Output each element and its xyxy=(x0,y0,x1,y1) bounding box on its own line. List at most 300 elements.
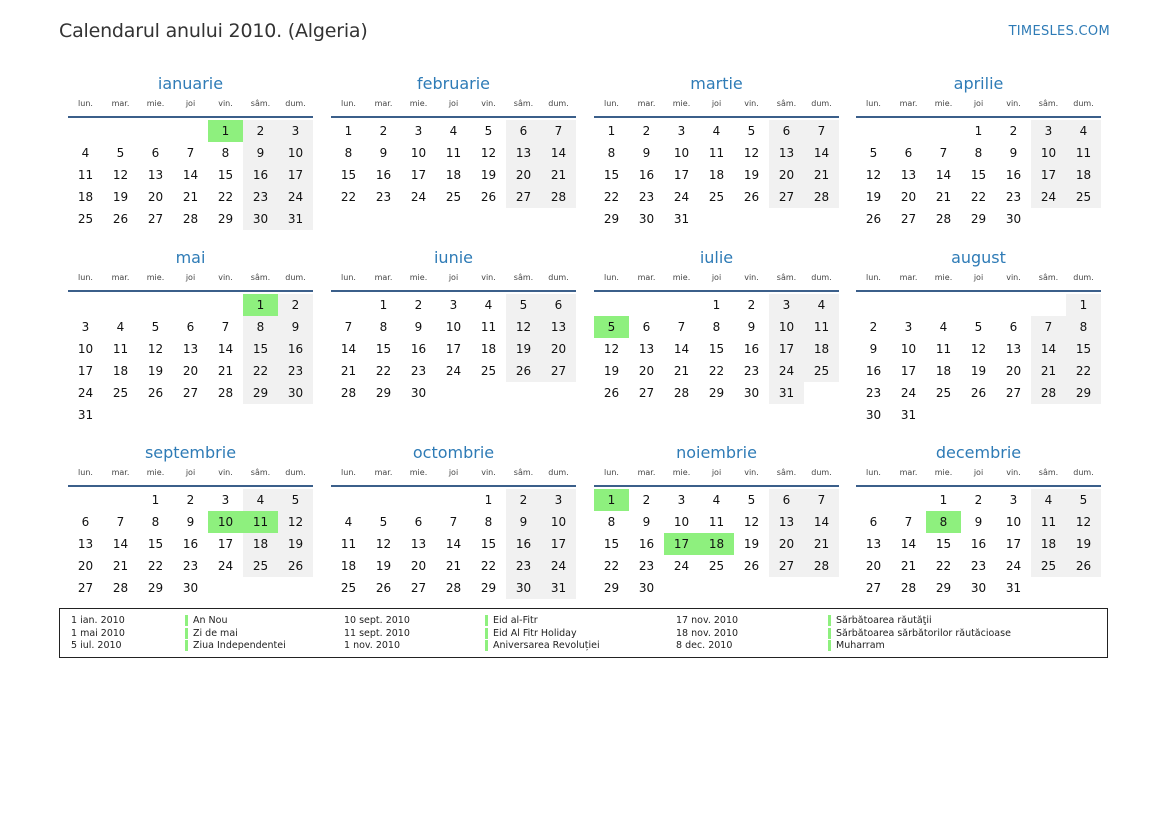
day-grid xyxy=(856,489,1101,599)
day-cell: 16 xyxy=(243,164,278,186)
weekday-label: mie. xyxy=(934,99,953,108)
day-cell: 19 xyxy=(970,364,987,378)
week-row xyxy=(331,382,576,404)
day-cell: 26 xyxy=(112,212,129,226)
week-row xyxy=(68,186,313,208)
day-cell: 17 xyxy=(541,533,576,555)
day-cell: 9 xyxy=(243,142,278,164)
day-cell: 10 xyxy=(673,515,690,529)
weekday-label: mar. xyxy=(111,273,130,282)
day-grid xyxy=(331,120,576,208)
weekday-label: mie. xyxy=(934,273,953,282)
holiday-day-cell: 10 xyxy=(208,511,243,533)
day-grid xyxy=(68,294,313,426)
weekday-label: lun. xyxy=(341,99,356,108)
day-cell: 1 xyxy=(974,124,983,138)
day-cell: 9 xyxy=(642,146,651,160)
day-cell: 5 xyxy=(278,489,313,511)
day-cell: 9 xyxy=(974,515,983,529)
day-cell: 27 xyxy=(865,581,882,595)
empty-cell xyxy=(138,120,173,142)
day-cell: 4 xyxy=(1066,120,1101,142)
weekday-label: vin. xyxy=(481,468,496,477)
empty-cell xyxy=(1066,577,1101,599)
day-cell: 28 xyxy=(673,386,690,400)
empty-cell xyxy=(699,577,734,599)
weekday-header xyxy=(331,98,576,112)
month-name: noiembrie xyxy=(676,443,757,462)
week-row xyxy=(856,533,1101,555)
weekday-label: vin. xyxy=(744,99,759,108)
day-cell: 18 xyxy=(112,364,129,378)
week-row xyxy=(68,382,313,404)
day-cell: 12 xyxy=(970,342,987,356)
week-row xyxy=(594,577,839,599)
weekday-label: mie. xyxy=(146,468,165,477)
day-cell: 9 xyxy=(747,320,756,334)
day-cell: 1 xyxy=(1066,294,1101,316)
weekday-label: mar. xyxy=(374,468,393,477)
month-iulie xyxy=(594,247,839,404)
day-cell: 8 xyxy=(151,515,160,529)
day-cell: 10 xyxy=(541,511,576,533)
weekday-label: vin. xyxy=(218,273,233,282)
day-cell: 10 xyxy=(278,142,313,164)
day-cell: 15 xyxy=(480,537,497,551)
weekday-label: mar. xyxy=(374,99,393,108)
weekday-label: joi xyxy=(711,99,722,108)
weekday-label: sâm. xyxy=(776,99,797,108)
legend-holiday-name: Sărbătoarea răutăţii xyxy=(828,615,932,626)
empty-cell xyxy=(103,294,138,316)
day-cell: 12 xyxy=(603,342,620,356)
legend-date: 8 dec. 2010 xyxy=(676,640,733,651)
weekday-label: sâm. xyxy=(250,99,271,108)
empty-cell xyxy=(1066,208,1101,230)
day-cell: 25 xyxy=(708,559,725,573)
empty-cell xyxy=(804,382,839,404)
week-row xyxy=(331,533,576,555)
day-cell: 29 xyxy=(243,382,278,404)
weekday-label: mie. xyxy=(409,99,428,108)
day-cell: 30 xyxy=(638,581,655,595)
month-martie xyxy=(594,73,839,230)
day-cell: 29 xyxy=(217,212,234,226)
day-cell: 31 xyxy=(900,408,917,422)
day-cell: 29 xyxy=(1066,382,1101,404)
day-cell: 30 xyxy=(638,212,655,226)
day-cell: 10 xyxy=(900,342,917,356)
day-cell: 28 xyxy=(935,212,952,226)
empty-cell xyxy=(734,208,769,230)
weekday-header xyxy=(68,98,313,112)
day-cell: 20 xyxy=(410,559,427,573)
day-cell: 13 xyxy=(865,537,882,551)
day-cell: 3 xyxy=(449,298,458,312)
day-cell: 1 xyxy=(712,298,721,312)
weekday-label: sâm. xyxy=(776,468,797,477)
empty-cell xyxy=(103,404,138,426)
day-cell: 28 xyxy=(182,212,199,226)
empty-cell xyxy=(664,577,699,599)
holiday-legend xyxy=(59,608,1108,658)
day-cell: 25 xyxy=(340,581,357,595)
day-grid xyxy=(331,294,576,404)
week-row xyxy=(68,555,313,577)
day-cell: 11 xyxy=(445,146,462,160)
holiday-day-cell: 1 xyxy=(594,489,629,511)
day-cell: 18 xyxy=(708,168,725,182)
month-name: august xyxy=(951,248,1006,267)
day-cell: 4 xyxy=(804,294,839,316)
weekday-label: dum. xyxy=(548,99,569,108)
day-cell: 1 xyxy=(607,124,616,138)
day-cell: 14 xyxy=(541,142,576,164)
day-cell: 19 xyxy=(506,338,541,360)
day-cell: 16 xyxy=(970,537,987,551)
week-row xyxy=(856,338,1101,360)
day-cell: 14 xyxy=(217,342,234,356)
day-cell: 4 xyxy=(712,493,721,507)
empty-cell xyxy=(173,404,208,426)
day-cell: 13 xyxy=(77,537,94,551)
week-row xyxy=(331,577,576,599)
day-cell: 1 xyxy=(344,124,353,138)
month-iunie xyxy=(331,247,576,404)
day-cell: 5 xyxy=(747,124,756,138)
day-cell: 5 xyxy=(869,146,878,160)
weekday-label: joi xyxy=(185,468,196,477)
day-cell: 25 xyxy=(77,212,94,226)
day-cell: 8 xyxy=(221,146,230,160)
day-cell: 8 xyxy=(484,515,493,529)
header-rule xyxy=(594,485,839,487)
empty-cell xyxy=(208,294,243,316)
day-cell: 30 xyxy=(243,208,278,230)
day-cell: 29 xyxy=(603,212,620,226)
empty-cell xyxy=(243,577,278,599)
day-cell: 5 xyxy=(116,146,125,160)
legend-date: 5 iul. 2010 xyxy=(71,640,122,651)
day-cell: 15 xyxy=(217,168,234,182)
day-cell: 7 xyxy=(1031,316,1066,338)
day-cell: 2 xyxy=(974,493,983,507)
day-cell: 20 xyxy=(506,164,541,186)
day-cell: 28 xyxy=(900,581,917,595)
weekday-label: joi xyxy=(448,468,459,477)
day-cell: 7 xyxy=(116,515,125,529)
day-cell: 20 xyxy=(769,164,804,186)
week-row xyxy=(68,120,313,142)
week-row xyxy=(331,164,576,186)
day-cell: 30 xyxy=(506,577,541,599)
day-cell: 2 xyxy=(278,294,313,316)
day-cell: 6 xyxy=(506,120,541,142)
day-cell: 19 xyxy=(375,559,392,573)
day-cell: 7 xyxy=(804,120,839,142)
day-cell: 15 xyxy=(708,342,725,356)
day-cell: 19 xyxy=(112,190,129,204)
legend-holiday-name: Ziua Independentei xyxy=(185,640,286,651)
month-ianuarie xyxy=(68,73,313,230)
day-cell: 10 xyxy=(410,146,427,160)
day-cell: 28 xyxy=(541,186,576,208)
day-cell: 14 xyxy=(673,342,690,356)
day-cell: 16 xyxy=(182,537,199,551)
day-cell: 11 xyxy=(804,316,839,338)
weekday-label: mie. xyxy=(934,468,953,477)
day-cell: 4 xyxy=(1031,489,1066,511)
empty-cell xyxy=(1031,294,1066,316)
day-cell: 21 xyxy=(804,533,839,555)
day-cell: 19 xyxy=(743,168,760,182)
weekday-label: vin. xyxy=(744,273,759,282)
day-cell: 23 xyxy=(1005,190,1022,204)
day-cell: 6 xyxy=(1009,320,1018,334)
day-cell: 2 xyxy=(186,493,195,507)
weekday-label: vin. xyxy=(1006,99,1021,108)
day-cell: 23 xyxy=(278,360,313,382)
weekday-header xyxy=(594,272,839,286)
day-cell: 9 xyxy=(869,342,878,356)
day-cell: 11 xyxy=(935,342,952,356)
week-row xyxy=(594,294,839,316)
day-cell: 16 xyxy=(1005,168,1022,182)
empty-cell xyxy=(664,294,699,316)
header-rule xyxy=(331,290,576,292)
day-cell: 10 xyxy=(673,146,690,160)
week-row xyxy=(331,316,576,338)
month-name: aprilie xyxy=(953,74,1004,93)
brand-link[interactable]: TIMESLES.COM xyxy=(1008,24,1110,39)
day-cell: 2 xyxy=(1009,124,1018,138)
day-cell: 22 xyxy=(217,190,234,204)
weekday-label: vin. xyxy=(218,468,233,477)
day-cell: 1 xyxy=(484,493,493,507)
day-cell: 3 xyxy=(677,493,686,507)
day-cell: 25 xyxy=(480,364,497,378)
month-octombrie xyxy=(331,442,576,599)
day-cell: 4 xyxy=(243,489,278,511)
legend-date: 1 ian. 2010 xyxy=(71,615,125,626)
day-cell: 27 xyxy=(541,360,576,382)
day-cell: 24 xyxy=(673,559,690,573)
weekday-header xyxy=(856,98,1101,112)
day-cell: 3 xyxy=(81,320,90,334)
weekday-label: mie. xyxy=(672,273,691,282)
empty-cell xyxy=(471,382,506,404)
day-cell: 16 xyxy=(638,168,655,182)
week-row xyxy=(68,294,313,316)
day-cell: 18 xyxy=(804,338,839,360)
empty-cell xyxy=(138,404,173,426)
day-cell: 2 xyxy=(869,320,878,334)
weekday-label: dum. xyxy=(548,468,569,477)
week-row xyxy=(594,142,839,164)
day-cell: 24 xyxy=(900,386,917,400)
weekday-header xyxy=(594,98,839,112)
day-cell: 20 xyxy=(865,559,882,573)
empty-cell xyxy=(103,489,138,511)
month-name: ianuarie xyxy=(157,74,224,93)
weekday-header xyxy=(331,467,576,481)
day-cell: 27 xyxy=(900,212,917,226)
day-cell: 15 xyxy=(375,342,392,356)
day-cell: 19 xyxy=(865,190,882,204)
day-cell: 18 xyxy=(1066,164,1101,186)
weekday-label: dum. xyxy=(811,273,832,282)
empty-cell xyxy=(769,208,804,230)
day-cell: 14 xyxy=(1031,338,1066,360)
week-row xyxy=(594,186,839,208)
day-cell: 30 xyxy=(182,581,199,595)
header-rule xyxy=(856,116,1101,118)
day-cell: 9 xyxy=(1009,146,1018,160)
day-cell: 4 xyxy=(712,124,721,138)
week-row xyxy=(594,208,839,230)
empty-cell xyxy=(68,489,103,511)
day-cell: 11 xyxy=(77,168,94,182)
day-cell: 21 xyxy=(182,190,199,204)
day-cell: 22 xyxy=(147,559,164,573)
week-row xyxy=(856,120,1101,142)
header-rule xyxy=(68,116,313,118)
day-cell: 8 xyxy=(607,515,616,529)
weekday-label: sâm. xyxy=(513,99,534,108)
week-row xyxy=(68,360,313,382)
empty-cell xyxy=(1031,208,1066,230)
weekday-label: joi xyxy=(448,273,459,282)
weekday-label: sâm. xyxy=(776,273,797,282)
day-cell: 7 xyxy=(449,515,458,529)
week-row xyxy=(856,577,1101,599)
weekday-label: mar. xyxy=(899,468,918,477)
day-cell: 29 xyxy=(147,581,164,595)
week-row xyxy=(331,511,576,533)
weekday-label: lun. xyxy=(604,273,619,282)
weekday-label: joi xyxy=(711,273,722,282)
weekday-label: dum. xyxy=(1073,273,1094,282)
weekday-label: dum. xyxy=(285,99,306,108)
day-cell: 28 xyxy=(804,186,839,208)
empty-cell xyxy=(891,489,926,511)
weekday-label: dum. xyxy=(285,468,306,477)
week-row xyxy=(594,316,839,338)
header-rule xyxy=(594,116,839,118)
day-cell: 23 xyxy=(865,386,882,400)
weekday-label: lun. xyxy=(866,273,881,282)
week-row xyxy=(68,164,313,186)
weekday-label: sâm. xyxy=(250,273,271,282)
day-cell: 16 xyxy=(410,342,427,356)
day-cell: 31 xyxy=(673,212,690,226)
day-cell: 25 xyxy=(708,190,725,204)
day-cell: 26 xyxy=(506,360,541,382)
day-cell: 31 xyxy=(77,408,94,422)
empty-cell xyxy=(961,404,996,426)
weekday-header xyxy=(68,467,313,481)
day-cell: 21 xyxy=(1031,360,1066,382)
day-cell: 3 xyxy=(904,320,913,334)
day-cell: 15 xyxy=(147,537,164,551)
empty-cell xyxy=(629,294,664,316)
day-cell: 14 xyxy=(340,342,357,356)
day-cell: 15 xyxy=(603,168,620,182)
weekday-label: vin. xyxy=(1006,468,1021,477)
day-cell: 11 xyxy=(480,320,497,334)
month-name: iulie xyxy=(699,248,734,267)
legend-holiday-name: Zi de mai xyxy=(185,628,238,639)
week-row xyxy=(331,120,576,142)
empty-cell xyxy=(331,294,366,316)
day-cell: 5 xyxy=(1066,489,1101,511)
week-row xyxy=(594,338,839,360)
day-cell: 16 xyxy=(865,364,882,378)
day-cell: 2 xyxy=(642,124,651,138)
week-row xyxy=(594,533,839,555)
weekday-label: dum. xyxy=(285,273,306,282)
legend-holiday-name: Sărbătoarea sărbătorilor răutăcioase xyxy=(828,628,1011,639)
day-cell: 8 xyxy=(974,146,983,160)
month-august xyxy=(856,247,1101,426)
weekday-label: lun. xyxy=(604,468,619,477)
day-cell: 4 xyxy=(81,146,90,160)
day-cell: 7 xyxy=(804,489,839,511)
day-cell: 11 xyxy=(708,515,725,529)
legend-date: 1 mai 2010 xyxy=(71,627,125,639)
day-cell: 5 xyxy=(747,493,756,507)
week-row xyxy=(856,360,1101,382)
day-cell: 28 xyxy=(112,581,129,595)
weekday-label: dum. xyxy=(811,99,832,108)
empty-cell xyxy=(506,382,541,404)
weekday-label: mie. xyxy=(146,273,165,282)
day-cell: 5 xyxy=(484,124,493,138)
day-cell: 30 xyxy=(865,408,882,422)
day-cell: 13 xyxy=(900,168,917,182)
day-cell: 10 xyxy=(1005,515,1022,529)
day-cell: 24 xyxy=(541,555,576,577)
header-rule xyxy=(331,485,576,487)
day-cell: 6 xyxy=(769,120,804,142)
day-cell: 6 xyxy=(186,320,195,334)
legend-holiday-name: Aniversarea Revoluției xyxy=(485,640,600,651)
week-row xyxy=(594,360,839,382)
holiday-day-cell: 18 xyxy=(699,533,734,555)
month-name: decembrie xyxy=(935,443,1022,462)
day-cell: 9 xyxy=(642,515,651,529)
day-cell: 25 xyxy=(1066,186,1101,208)
empty-cell xyxy=(173,294,208,316)
weekday-label: mar. xyxy=(899,99,918,108)
day-grid xyxy=(856,120,1101,230)
month-decembrie xyxy=(856,442,1101,599)
day-cell: 16 xyxy=(743,342,760,356)
day-cell: 17 xyxy=(900,364,917,378)
day-cell: 28 xyxy=(1031,382,1066,404)
weekday-header xyxy=(856,467,1101,481)
weekday-label: sâm. xyxy=(1038,99,1059,108)
empty-cell xyxy=(804,208,839,230)
week-row xyxy=(68,577,313,599)
weekday-label: joi xyxy=(185,99,196,108)
day-cell: 21 xyxy=(340,364,357,378)
day-cell: 28 xyxy=(804,555,839,577)
day-grid xyxy=(594,120,839,230)
empty-cell xyxy=(996,294,1031,316)
day-cell: 22 xyxy=(375,364,392,378)
day-cell: 31 xyxy=(769,382,804,404)
